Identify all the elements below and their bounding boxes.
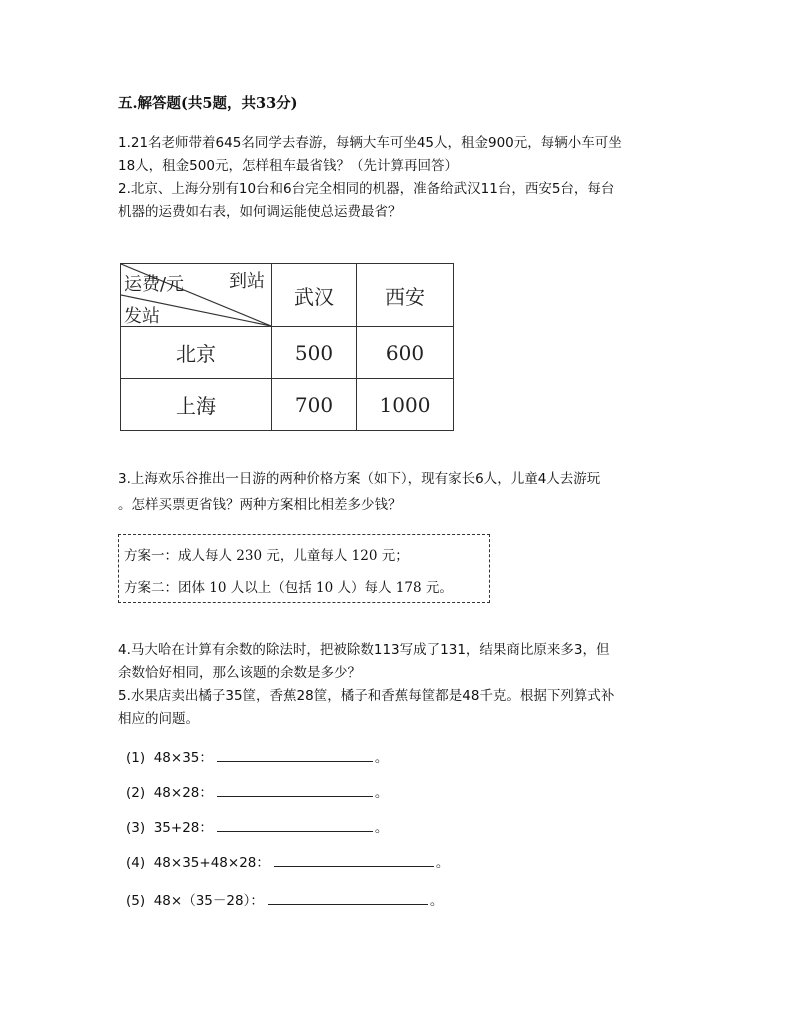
question-2-line-2: 机器的运费如右表，如何调运能使总运费最省？ [118, 204, 402, 220]
answer-blank[interactable] [217, 747, 373, 762]
question-1-line-2: 18人，租金500元，怎样租车最省钱？（先计算再回答） [118, 158, 458, 174]
plan-two-text: 方案二：团体 10 人以上（包括 10 人）每人 178 元。 [124, 580, 453, 596]
row-label-shanghai: 上海 [121, 379, 272, 431]
sub-question-number: (1) [126, 750, 146, 766]
table-row [121, 379, 454, 431]
column-header-wuhan: 武汉 [272, 264, 357, 327]
corner-label-origin: 发站 [124, 306, 160, 327]
sub-question-4 [126, 851, 449, 871]
question-4-line-2: 余数恰好相同，那么该题的余数是多少？ [118, 665, 361, 681]
table-row [121, 327, 454, 379]
table-corner-header [121, 264, 272, 327]
question-3-line-2: 。怎样买票更省钱？两种方案相比相差多少钱？ [118, 497, 402, 513]
answer-blank[interactable] [268, 890, 428, 905]
sub-question-end: 。 [429, 893, 444, 909]
sub-question-number: (4) [126, 855, 146, 871]
sub-question-end: 。 [374, 820, 389, 836]
table-cell: 1000 [357, 379, 454, 431]
sub-question-expression: 48×28： [153, 785, 213, 801]
sub-question-end: 。 [374, 785, 389, 801]
sub-question-number: (3) [126, 820, 146, 836]
question-4-line-1: 4.马大哈在计算有余数的除法时，把被除数113写成了131，结果商比原来多3，但 [118, 642, 610, 658]
table-cell: 600 [357, 327, 454, 379]
sub-question-end: 。 [374, 750, 389, 766]
answer-blank[interactable] [274, 852, 434, 867]
table-cell: 500 [272, 327, 357, 379]
question-2-line-1: 2.北京、上海分别有10台和6台完全相同的机器，准备给武汉11台，西安5台，每台 [118, 181, 615, 197]
freight-cost-table [120, 263, 454, 431]
sub-question-expression: 35+28： [153, 820, 213, 836]
question-5-line-2: 相应的问题。 [118, 711, 199, 727]
plan-one-text: 方案一：成人每人 230 元，儿童每人 120 元； [124, 548, 409, 564]
row-label-beijing: 北京 [121, 327, 272, 379]
table-cell: 700 [272, 379, 357, 431]
column-header-xian: 西安 [357, 264, 454, 327]
sub-question-3 [126, 816, 388, 836]
sub-question-5 [126, 889, 443, 909]
sub-question-expression: 48×35+48×28： [153, 855, 270, 871]
corner-label-destination: 到站 [229, 271, 265, 292]
sub-question-end: 。 [435, 855, 450, 871]
question-1-line-1: 1.21名老师带着645名同学去春游，每辆大车可坐45人，租金900元，每辆小车可坐 [118, 135, 622, 151]
sub-question-expression: 48×（35－28）： [153, 893, 264, 909]
answer-blank[interactable] [217, 782, 373, 797]
question-5-line-1: 5.水果店卖出橘子35筐，香蕉28筐，橘子和香蕉每筐都是48千克。根据下列算式补 [118, 688, 615, 704]
sub-question-2 [126, 781, 388, 801]
sub-question-1 [126, 746, 388, 766]
question-3-line-1: 3.上海欢乐谷推出一日游的两种价格方案（如下），现有家长6人，儿童4人去游玩 [118, 471, 601, 487]
sub-question-number: (5) [126, 893, 146, 909]
section-title: 五.解答题(共5题，共33分) [118, 95, 298, 112]
sub-question-expression: 48×35： [153, 750, 213, 766]
price-plans-box [118, 534, 490, 603]
corner-label-cost: 运费/元 [124, 274, 185, 295]
answer-blank[interactable] [217, 817, 373, 832]
sub-question-number: (2) [126, 785, 146, 801]
